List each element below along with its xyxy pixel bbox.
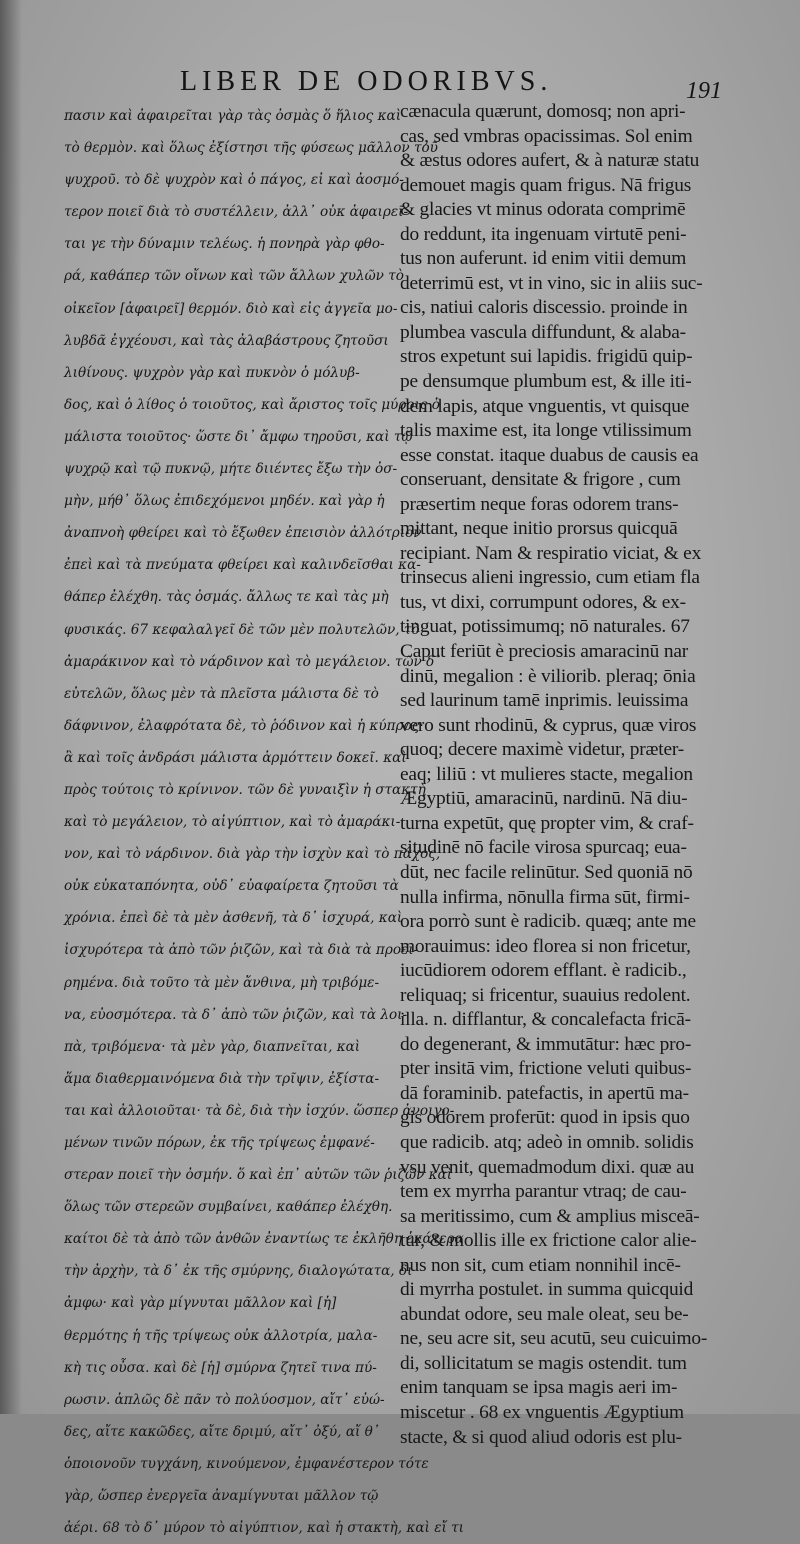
greek-text-line: νον, καὶ τὸ νάρδινον. διὰ γὰρ τὴν ἰσχὺν καὶ τὸ πάχος, [64,846,441,863]
page-number: 191 [686,78,722,104]
latin-text-line: ora porrò sunt è radicib. quæq; ante me [400,911,696,933]
greek-text-line: ται γε τὴν δύναμιν τελέως. ἡ πονηρὰ γὰρ φθο- [64,236,385,253]
latin-text-line: & glacies vt minus odorata comprimē [400,199,686,221]
latin-text-line: plumbea vascula diffundunt, & alaba- [400,321,686,343]
latin-text-line: que radicib. atq; adeò in omnib. solidis [400,1131,694,1153]
latin-text-line: cis, natiui caloris discessio. proinde in [400,297,688,319]
latin-text-line: talis maxime est, ita longe vtilissimum [400,420,692,442]
greek-text-line: μάλιστα τοιοῦτος· ὥστε δι᾽ ἄμφω τηροῦσι, καὶ τῷ [64,428,413,445]
greek-text-line: ἐπεὶ καὶ τὰ πνεύματα φθείρει καὶ καλινδεῖσθαι κα- [64,557,421,574]
greek-text-line: ἀμαράκινον καὶ τὸ νάρδινον καὶ τὸ μεγάλειον. τῶν δ᾽ [64,653,442,670]
latin-text-line: do degenerant, & immutātur: hæc pro- [400,1033,692,1055]
latin-text-line: dūt, nec facile relinūtur. Sed quoniā nō [400,861,693,883]
latin-text-line: nus non sit, cum etiam nonnihil incē- [400,1254,681,1276]
latin-text-line: turna expetūt, quę propter vim, & craf- [400,812,694,834]
latin-text-line: pter insitā vim, frictione veluti quibus- [400,1058,692,1080]
latin-text-line: pe densumque plumbum est, & ille iti- [400,371,692,393]
greek-text-line: γὰρ, ὥσπερ ἐνεργεῖα ἀναμίγνυται μᾶλλον τῷ [64,1488,379,1505]
greek-text-line: δάφνινον, ἐλαφρότατα δὲ, τὸ ῥόδινον καὶ ἡ κύπρος· [64,717,424,734]
greek-text-line: τερον ποιεῖ διὰ τὸ συστέλλειν, ἀλλ᾽ οὐκ ἀφαιρεῖ- [64,204,409,221]
latin-text-line: miscetur . 68 ex vnguentis Ægyptium [400,1401,684,1423]
latin-text-line: nulla infirma, nōnulla firma sūt, firmi- [400,886,690,908]
greek-text-line: μένων τινῶν πόρων, ἐκ τῆς τρίψεως ἐμφανέ- [64,1135,375,1151]
latin-text-line: tus, vt dixi, corrumpunt odores, & ex- [400,591,686,613]
greek-text-line: τὴν ἀρχὴν, τὰ δ᾽ ἐκ τῆς σμύρνης, διαλογώτατα, δι᾽ [64,1263,420,1280]
greek-text-line: θερμότης ἡ τῆς τρίψεως οὐκ ἀλλοτρία, μαλα- [64,1327,378,1344]
latin-text-line: sa meritissimo, cum & amplius misceā- [400,1205,700,1227]
latin-text-line: stros expetunt sui lapidis. frigidū quip- [400,346,693,368]
latin-text-line: dem lapis, atque vnguentis, vt quisque [400,395,690,417]
latin-text-line: reliquaq; si fricentur, suauius redolent. [400,984,691,1006]
greek-text-line: ἰσχυρότερα τὰ ἀπὸ τῶν ῥιζῶν, καὶ τὰ διὰ τὰ προει- [64,942,419,959]
greek-text-line: πρὸς τούτοις τὸ κρίνινον. τῶν δὲ γυναιξὶν ἡ στακτὴ [64,781,426,798]
greek-text-line: δες, αἴτε κακῶδες, αἴτε δριμύ, αἴτ᾽ ὀξύ, αἴ θ᾽ [64,1423,380,1440]
greek-text-line: ὅλως τῶν στερεῶν συμβαίνει, καθάπερ ἐλέχθη. [64,1199,393,1216]
latin-text-line: gis odorem proferūt: quod in ipsis quo [400,1107,690,1129]
latin-text-line: situdinē nō facile virosa spurcaq; eua- [400,837,687,859]
greek-text-line: ἅμα διαθερμαινόμενα διὰ τὴν τρῖψιν, ἐξίστα- [64,1070,380,1087]
latin-text-line: illa. n. difflantur, & concalefacta fricā- [400,1009,691,1031]
latin-text-line: & æstus odores aufert, & à naturæ statu [400,150,700,172]
latin-text-line: iucūdiorem odorem efflant. è radicib., [400,960,687,982]
greek-text-line: δος, καὶ ὁ λίθος ὁ τοιοῦτος, καὶ ἄριστος τοῖς μύροις ὁ [64,396,440,413]
latin-text-line: trinsecus alieni ingressio, cum etiam fla [400,567,700,589]
latin-text-line: stacte, & si quod aliud odoris est plu- [400,1426,682,1448]
greek-text-line: ρημένα. διὰ τοῦτο τὰ μὲν ἄνθινα, μὴ τριβόμε- [64,974,380,991]
greek-text-line: ρά, καθάπερ τῶν οἴνων καὶ τῶν ἄλλων χυλῶν τὸ [64,268,404,285]
latin-text-column [400,100,712,1450]
latin-text-line: deterrimū est, vt in vino, sic in aliis suc- [400,272,703,294]
latin-text-line: tem ex myrrha parantur vtraq; de cau- [400,1181,687,1203]
latin-text-line: esse constat. itaque duabus de causis ea [400,444,699,466]
greek-text-line: μὴν, μήθ᾽ ὅλως ἐπιδεχόμενοι μηδέν. καὶ γὰρ ἡ [64,493,385,510]
greek-text-line: εὐτελῶν, ὅλως μὲν τὰ πλεῖστα μάλιστα δὲ τὸ [64,685,379,702]
greek-text-line: λιθίνους. ψυχρὸν γὰρ καὶ πυκνὸν ὁ μόλυβ- [64,364,360,381]
greek-text-line: ἀναπνοὴ φθείρει καὶ τὸ ἔξωθεν ἐπεισιὸν ἀλλότριον [64,525,422,542]
latin-text-line: demouet magis quam frigus. Nā frigus [400,174,692,196]
greek-text-line: καίτοι δὲ τὰ ἀπὸ τῶν ἀνθῶν ἐναντίως τε ἐκλῆθη ἑκάτερα [64,1231,464,1248]
greek-text-line: στεραν ποιεῖ τὴν ὀσμήν. ὅ καὶ ἐπ᾽ αὐτῶν τῶν ῥιζῶν καὶ [64,1167,453,1184]
greek-text-line: ρωσιν. ἁπλῶς δὲ πᾶν τὸ πολύοσμον, αἴτ᾽ εὐώ- [64,1391,385,1408]
greek-text-line: πὰ, τριβόμενα· τὰ μὲν γὰρ, διαπνεῖται, καὶ [64,1038,361,1055]
latin-text-line: morauimus: ideo florea si non fricetur, [400,935,691,957]
greek-text-line: ψυχρῷ καὶ τῷ πυκνῷ, μήτε διιέντες ἔξω τὴν ὀσ- [64,461,398,478]
greek-text-line: ψυχροῦ. τὸ δὲ ψυχρὸν καὶ ὁ πάγος, εἰ καὶ ἀοσμό- [64,172,404,189]
greek-text-line: φυσικάς. 67 κεφαλαλγεῖ δὲ τῶν μὲν πολυτελῶν, τὸ [64,621,420,638]
latin-text-line: do reddunt, ita ingenuam virtutē peni- [400,223,687,245]
latin-text-line: tus non auferunt. id enim vitii demum [400,248,687,270]
latin-text-line: di myrrha postulet. in summa quicquid [400,1279,694,1301]
latin-text-line: dā foraminib. patefactis, in apertū ma- [400,1082,689,1104]
greek-text-line: ἀμφω· καὶ γὰρ μίγνυται μᾶλλον καὶ [ἡ] [64,1295,337,1312]
latin-text-line: Ægyptiū, amaracinū, nardinū. Nā diu- [400,788,688,810]
greek-text-line: ται καὶ ἀλλοιοῦται· τὰ δὲ, διὰ τὴν ἰσχύν. ὥσπερ ἀνοιγο- [64,1102,455,1119]
greek-text-line: κὴ τις οὖσα. καὶ δὲ [ἡ] σμύρνα ζητεῖ τινα πύ- [64,1359,377,1376]
latin-text-line: vsu venit, quemadmodum dixi. quæ au [400,1156,695,1178]
latin-text-line: abundat odore, seu male oleat, seu be- [400,1303,689,1325]
latin-text-line: vero sunt rhodinū, & cyprus, quæ viros [400,714,697,736]
greek-text-line: ἃ καὶ τοῖς ἀνδράσι μάλιστα ἁρμόττειν δοκεῖ. καὶ [64,749,407,766]
gutter-shadow [0,0,22,1414]
latin-text-line: tinguat, potissimumq; nō naturales. 67 [400,616,690,638]
latin-text-line: di, sollicitatum se magis ostendit. tum [400,1352,687,1374]
running-title: LIBER DE ODORIBVS. [180,66,553,97]
latin-text-line: sed laurinum tamē inprimis. leuissima [400,690,689,712]
latin-text-line: ne, seu acre sit, seu acutū, seu cuicuimo- [400,1328,708,1350]
latin-text-line: eaq; liliū : vt mulieres stacte, megalion [400,763,693,785]
latin-text-line: tur, & mollis ille ex frictione calor alie- [400,1230,697,1252]
greek-text-line: οὐκ εὐκαταπόνητα, οὐδ᾽ εὐαφαίρετα ζητοῦσι τὰ [64,878,399,895]
greek-text-line: λυβδᾶ ἐγχέουσι, καὶ τὰς ἀλαβάστρους ζητοῦσι [64,332,389,349]
latin-text-line: mittant, neque initio prorsus quicquā [400,518,678,540]
greek-text-line: οἰκεῖον [ἀφαιρεῖ] θερμόν. διὸ καὶ εἰς ἀγγεῖα μο- [64,300,398,317]
latin-text-line: cas, sed vmbras opacissimas. Sol enim [400,125,693,147]
latin-text-line: Caput feriūt è preciosis amaracinū nar [400,641,688,663]
latin-text-line: præsertim neque foras odorem trans- [400,493,679,515]
latin-text-line: conseruant, densitate & frigore , cum [400,469,681,491]
greek-text-line: θάπερ ἐλέχθη. τὰς ὀσμάς. ἄλλως τε καὶ τὰς μὴ [64,589,389,606]
greek-text-line: ὁποιονοῦν τυγχάνη, κινούμενον, ἐμφανέστερον τότε [64,1455,429,1472]
greek-text-column [64,100,464,1544]
greek-text-line: τὸ θερμὸν. καὶ ὅλως ἐξίστησι τῆς φύσεως μᾶλλον τοῦ [64,140,438,157]
latin-text-line: enim tanquam se ipsa magis aeri im- [400,1377,678,1399]
greek-text-line: καὶ τὸ μεγάλειον, τὸ αἰγύπτιον, καὶ τὸ ἀμαράκι- [64,814,401,831]
latin-text-line: cænacula quærunt, domosq; non apri- [400,101,686,122]
greek-text-line: ἀέρι. 68 τὸ δ᾽ μύρον τὸ αἰγύπτιον, καὶ ἡ στακτὴ, καὶ εἴ τι [64,1520,464,1537]
greek-text-line: να, εὐοσμότερα. τὰ δ᾽ ἀπὸ τῶν ῥιζῶν, καὶ τὰ λοι- [64,1006,408,1023]
latin-text-line: recipiant. Nam & respiratio viciat, & ex [400,542,702,564]
greek-text-line: πασιν καὶ ἀφαιρεῖται γὰρ τὰς ὀσμὰς ὅ ἥλιος καὶ [64,108,402,124]
latin-text-line: quoq; decere maximè videtur, præter- [400,739,684,761]
latin-text-line: dinū, megalion : è viliorib. pleraq; ōnia [400,665,696,687]
greek-text-line: χρόνια. ἐπεὶ δὲ τὰ μὲν ἀσθενῆ, τὰ δ᾽ ἰσχυρά, καὶ [64,910,403,927]
